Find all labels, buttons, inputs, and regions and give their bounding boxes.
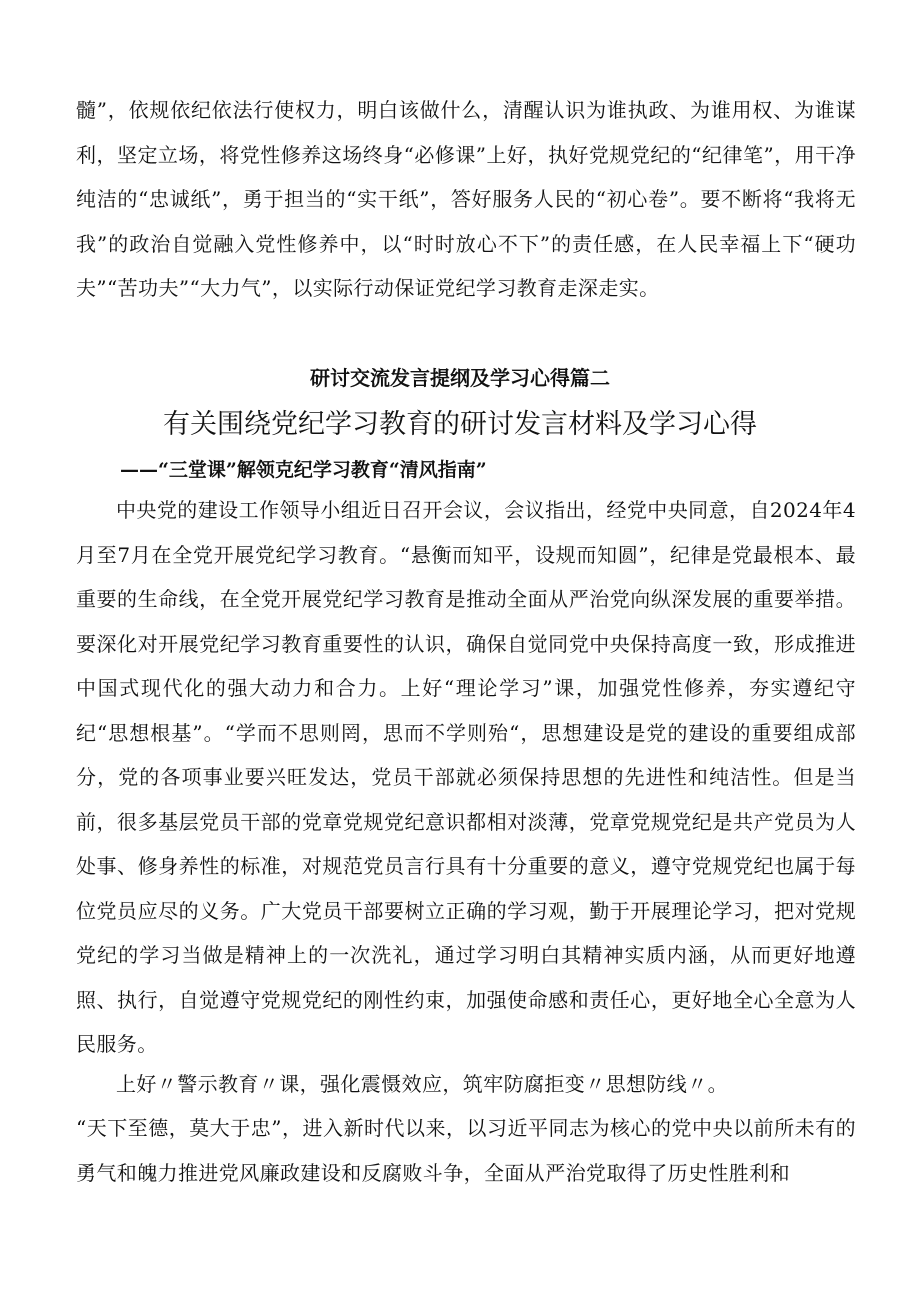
document-subtitle: ——“三堂课”解领克纪学习教育“清风指南”	[120, 459, 487, 481]
body-paragraph-1: 中央党的建设工作领导小组近日召开会议，会议指出，经党中央同意，自2024年4月至7月在全党开展党纪学习教育。“悬衡而知平，设规而知圆”，纪律是党最根本、最重要的生命线，在全党开展党纪学习教育是推动全面从严治党向纵深发展的重要举措。要深化对开展党纪学习教育重要性的认识，确保自觉同党中央保持高度一致，形成推进中国式现代化的强大动力和合力。上好“理论学习”课，加强党性修养，夯实遵纪守纪“思想根基”。“学而不思则罔，思而不学则殆“，思想建设是党的建设的重要组成部分，党的各项事业要兴旺发达，党员干部就必须保持思想的先进性和纯洁性。但是当前，很多基层党员干部的党章党规党纪意识都相对淡薄，党章党规党纪是共产党员为人处事、修身养性的标准，对规范党员言行具有十分重要的意义，遵守党规党纪也属于每位党员应尽的义务。广大党员干部要树立正确的学习观，勤于开展理论学习，把对党规党纪的学习当做是精神上的一次洗礼，通过学习明白其精神实质内涵，从而更好地遵照、执行，自觉遵守党规党纪的刚性约束，加强使命感和责任心，更好地全心全意为人民服务。	[76, 498, 856, 1056]
section-label: 研讨交流发言提纲及学习心得篇二	[310, 366, 610, 390]
opening-paragraph: 髓”，依规依纪依法行使权力，明白该做什么，清醒认识为谁执政、为谁用权、为谁谋利，坚定立场，将党性修养这场终身“必修课”上好，执好党规党纪的“纪律笔”，用干净纯洁的“忠诚纸”，勇于担当的“实干纸”，答好服务人民的“初心卷”。要不断将“我将无我”的政治自觉融入党性修养中，以“时时放心不下”的责任感，在人民幸福上下“硬功夫”“苦功夫”“大力气”，以实际行动保证党纪学习教育走深走实。	[76, 98, 856, 300]
main-title: 有关围绕党纪学习教育的研讨发言材料及学习心得	[163, 409, 757, 440]
body-paragraph-2-lead: 上好〃警示教育〃课，强化震慑效应，筑牢防腐拒变〃思想防线〃。	[116, 1072, 728, 1096]
body-paragraph-2: “天下至德，莫大于忠”，进入新时代以来，以习近平同志为核心的党中央以前所未有的勇气和魄力推进党风廉政建设和反腐败斗争，全面从严治党取得了历史性胜利和	[76, 1116, 856, 1185]
